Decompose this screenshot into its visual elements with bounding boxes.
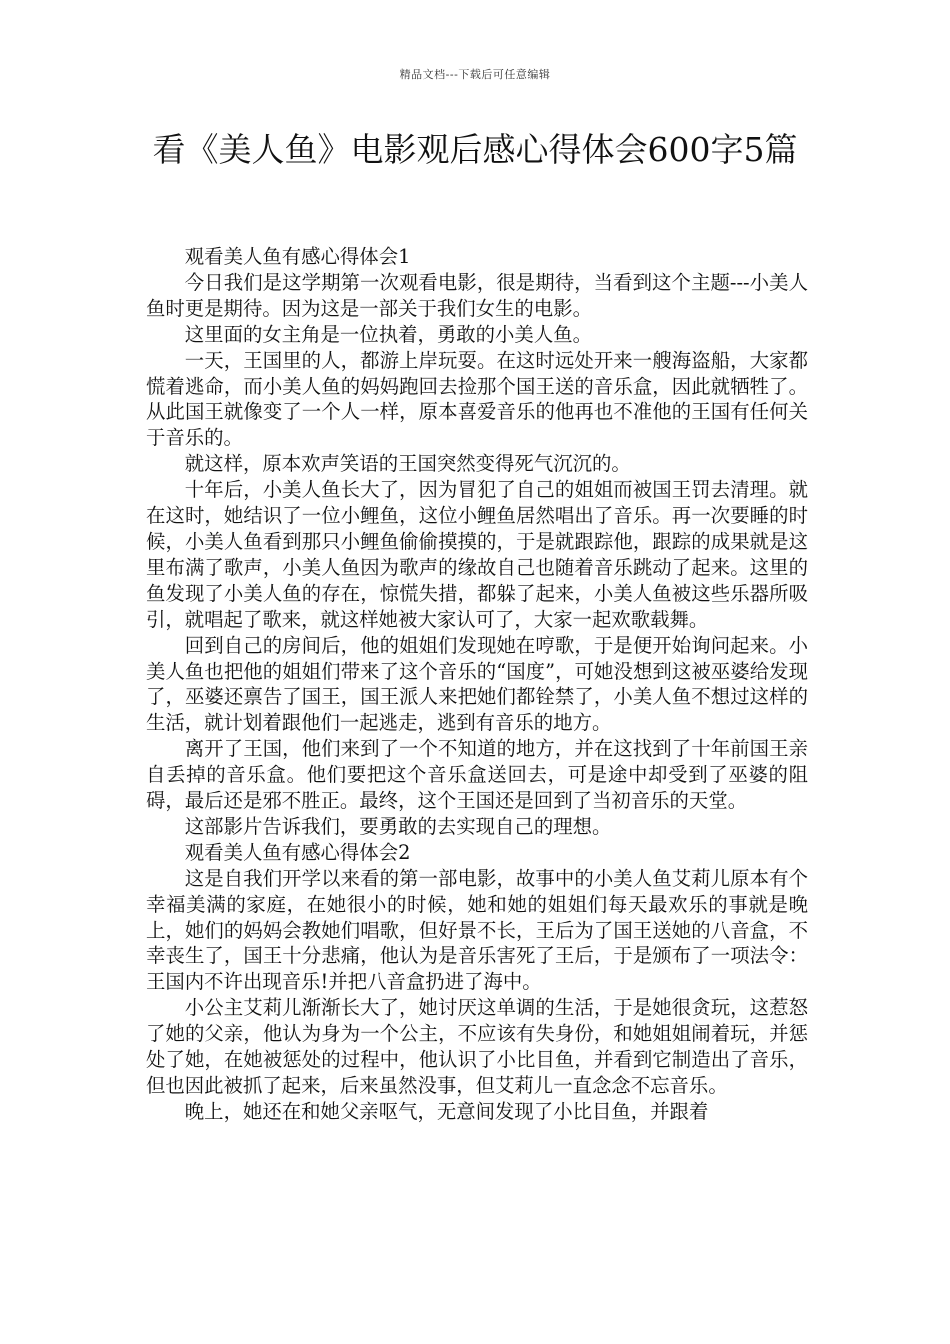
paragraph: 一天，王国里的人，都游上岸玩耍。在这时远处开来一艘海盗船，大家都慌着逃命，而小美人鱼的妈妈跑回去捡那个国王送的音乐盒，因此就牺牲了。从此国王就像变了一个人一样，原本喜爱音乐的他再也不准他的王国有任何关于音乐的。 <box>146 348 808 450</box>
paragraph: 今日我们是这学期第一次观看电影，很是期待，当看到这个主题---小美人鱼时更是期待。因为这是一部关于我们女生的电影。 <box>146 270 808 320</box>
paragraph: 就这样，原本欢声笑语的王国突然变得死气沉沉的。 <box>184 452 631 476</box>
paragraph: 晚上，她还在和她父亲呕气，无意间发现了小比目鱼，并跟着 <box>184 1099 709 1123</box>
section-heading-1: 观看美人鱼有感心得体会1 <box>184 245 411 268</box>
paragraph: 这里面的女主角是一位执着，勇敢的小美人鱼。 <box>184 322 592 346</box>
paragraph: 十年后，小美人鱼长大了，因为冒犯了自己的姐姐而被国王罚去清理。就在这时，她结识了一位小鲤鱼，这位小鲤鱼居然唱出了音乐。再一次要睡的时候，小美人鱼看到那只小鲤鱼偷偷摸摸的，于是就跟踪他，跟踪的成果就是这里布满了歌声，小美人鱼因为歌声的缘故自己也随着音乐跳动了起来。这里的鱼发现了小美人鱼的存在，惊慌失措，都躲了起来，小美人鱼被这些乐器所吸引，就唱起了歌来，就这样她被大家认可了，大家一起欢歌载舞。 <box>146 478 808 631</box>
document-body <box>146 244 808 1125</box>
paragraph: 离开了王国，他们来到了一个不知道的地方，并在这找到了十年前国王亲自丢掉的音乐盒。他们要把这个音乐盒送回去，可是途中却受到了巫婆的阻碍，最后还是邪不胜正。最终，这个王国还是回到了当初音乐的天堂。 <box>146 737 808 813</box>
header-note: 精品文档---下载后可任意编辑 <box>399 68 551 81</box>
paragraph: 小公主艾莉儿渐渐长大了，她讨厌这单调的生活，于是她很贪玩，这惹怒了她的父亲，他认为身为一个公主，不应该有失身份，和她姐姐闹着玩，并惩处了她，在她被惩处的过程中，他认识了小比目鱼，并看到它制造出了音乐，但也因此被抓了起来，后来虽然没事，但艾莉儿一直念念不忘音乐。 <box>146 996 808 1097</box>
section-heading-2: 观看美人鱼有感心得体会2 <box>184 840 411 864</box>
paragraph: 回到自己的房间后，他的姐姐们发现她在哼歌，于是便开始询问起来。小美人鱼也把他的姐姐们带来了这个音乐的“国度”，可她没想到这被巫婆给发现了，巫婆还禀告了国王，国王派人来把她们都铨禁了，小美人鱼不想过这样的生活，就计划着跟他们一起逃走，逃到有音乐的地方。 <box>146 633 808 735</box>
paragraph: 这是自我们开学以来看的第一部电影，故事中的小美人鱼艾莉儿原本有个幸福美满的家庭，在她很小的时候，她和她的姐姐们每天最欢乐的事就是晚上，她们的妈妈会教她们唱歌，但好景不长，王后为了国王送她的八音盒，不幸丧生了，国王十分悲痛，他认为是音乐害死了王后，于是颁布了一项法令：王国内不许出现音乐!并把八音盒扔进了海中。 <box>146 866 808 994</box>
document-title: 看《美人鱼》电影观后感心得体会600字5篇 <box>152 130 798 169</box>
paragraph: 这部影片告诉我们，要勇敢的去实现自己的理想。 <box>184 814 612 838</box>
